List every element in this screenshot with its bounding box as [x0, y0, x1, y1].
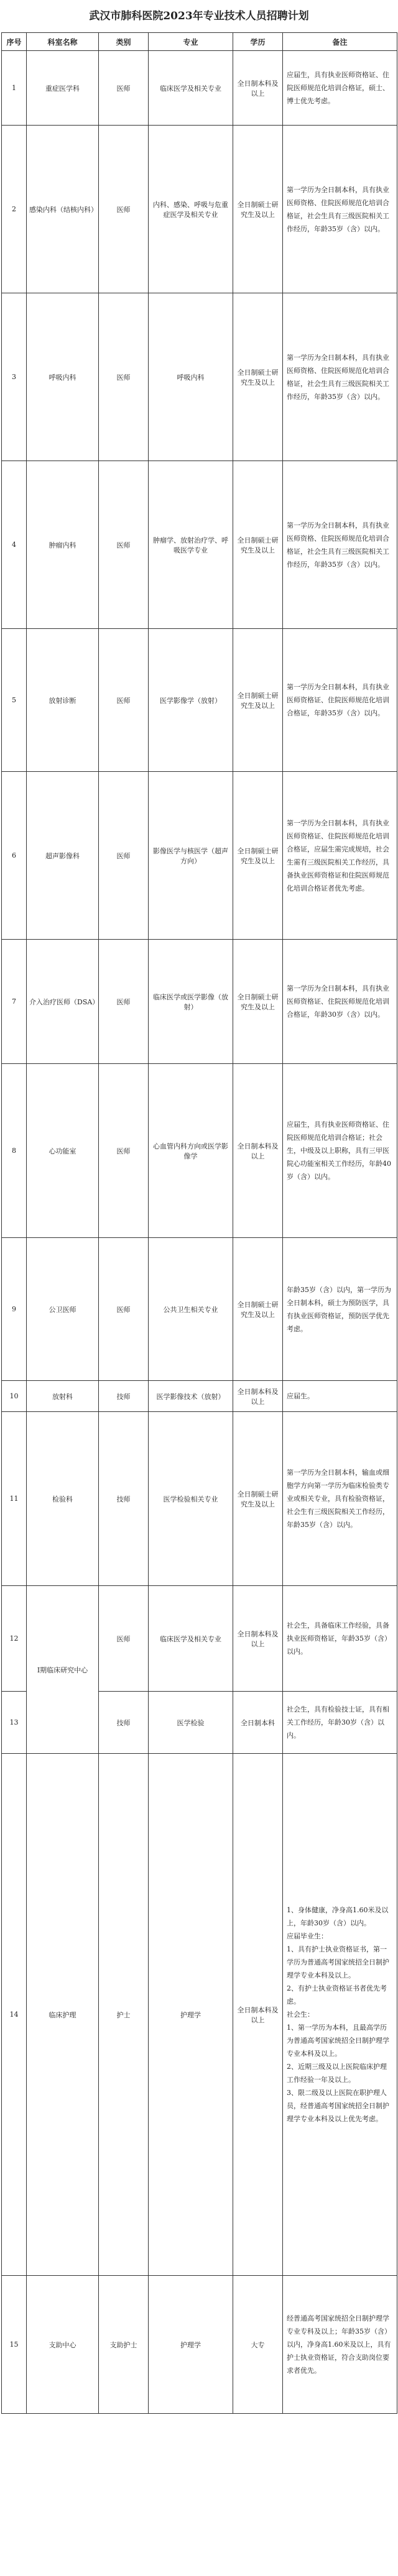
- cell-no: 10: [2, 1381, 27, 1412]
- note-line: 应届生。: [287, 1392, 314, 1400]
- note-line: 第一学历为全日制本科，具有执业医师资格证、住院医师规范化培训合格证，应届生需完成规培，社会生需有三级医院相关工作经历，具备执业医师资格证和住院医师规范化培训合格证者优先考虑。: [287, 818, 389, 892]
- cell-note: [283, 1381, 397, 1412]
- table-row: [2, 51, 397, 126]
- cell-major: 影像医学与核医学（超声方向）: [149, 772, 233, 940]
- cell-no: 2: [2, 126, 27, 293]
- cell-dept: 肿瘤内科: [27, 461, 99, 629]
- table-row: [2, 126, 397, 293]
- header-dept: 科室名称: [27, 33, 99, 51]
- table-row: [2, 1381, 397, 1412]
- header-education: 学历: [233, 33, 283, 51]
- cell-no: 5: [2, 629, 27, 772]
- cell-dept: 支助中心: [27, 2276, 99, 2414]
- cell-note: [283, 126, 397, 293]
- cell-no: 7: [2, 940, 27, 1064]
- cell-major: 内科、感染、呼吸与危重症医学及相关专业: [149, 126, 233, 293]
- cell-no: 4: [2, 461, 27, 629]
- cell-category: 医师: [99, 293, 149, 461]
- table-row: [2, 293, 397, 461]
- cell-education: 全日制本科及以上: [233, 51, 283, 126]
- table-row: [2, 629, 397, 772]
- cell-major: 医学检验相关专业: [149, 1412, 233, 1586]
- cell-major: 医学影像学（放射）: [149, 629, 233, 772]
- cell-category: 医师: [99, 1586, 149, 1692]
- cell-category: 医师: [99, 461, 149, 629]
- cell-category: 技师: [99, 1381, 149, 1412]
- cell-education: 大专: [233, 2276, 283, 2414]
- cell-no: 8: [2, 1064, 27, 1238]
- note-line: 应届生，具有执业医师资格证、住院医师规范化培训合格证；社会生，中级及以上职称，具有三甲医院心功能室相关工作经历，年龄40岁（含）以内。: [287, 1121, 391, 1181]
- note-line: 2、有护士执业资格证书者优先考虑。: [287, 1984, 387, 2005]
- cell-education: 全日制硕士研究生及以上: [233, 629, 283, 772]
- note-line: 1、具有护士执业资格证书，第一学历为普通高考国家统招全日制护理学专业本科及以上。: [287, 1945, 389, 1979]
- cell-no: 14: [2, 1754, 27, 2276]
- note-line: 第一学历为全日制本科，具有执业医师资格证、住院医师规范化培训合格证，年龄35岁（含）以内。: [287, 683, 389, 717]
- cell-category: 护士: [99, 1754, 149, 2276]
- cell-dept: 放射科: [27, 1381, 99, 1412]
- note-line: 1、第一学历为本科，且最高学历为普通高考国家统招全日制护理学专业本科及以上。: [287, 2024, 389, 2058]
- cell-education: 全日制本科及以上: [233, 1381, 283, 1412]
- cell-education: 全日制本科及以上: [233, 1754, 283, 2276]
- cell-no: 1: [2, 51, 27, 126]
- cell-education: 全日制硕士研究生及以上: [233, 126, 283, 293]
- cell-education: 全日制硕士研究生及以上: [233, 1238, 283, 1381]
- note-line: 经普通高考国家统招全日制护理学专业专科及以上；年龄35岁（含）以内，净身高1.60米及以上，具有护士执业资格证，符合支助岗位要求者优先。: [287, 2314, 391, 2375]
- cell-note: [283, 2276, 397, 2414]
- cell-education: 全日制本科及以上: [233, 1064, 283, 1238]
- cell-no: 11: [2, 1412, 27, 1586]
- note-line: 1、身体健康，净身高1.60米及以上，年龄30岁（含）以内。: [287, 1906, 389, 1927]
- cell-major: 医学检验: [149, 1692, 233, 1754]
- note-line: 应届生，具有执业医师资格证、住院医师规范化培训合格证，硕士、博士优先考虑。: [287, 71, 389, 105]
- table-row: [2, 461, 397, 629]
- table-row: [2, 1754, 397, 2276]
- table-row: [2, 1412, 397, 1586]
- cell-education: 全日制硕士研究生及以上: [233, 1412, 283, 1586]
- note-line: 第一学历为全日制本科，具有执业医师资格、住院医师规范化培训合格证，社会生具有三级医院相关工作经历，年龄35岁（含）以内。: [287, 185, 389, 233]
- cell-note: [283, 1586, 397, 1692]
- table-row: [2, 1238, 397, 1381]
- cell-major: 临床医学或医学影像（放射）: [149, 940, 233, 1064]
- table-row: [2, 940, 397, 1064]
- cell-no: 15: [2, 2276, 27, 2414]
- cell-note: [283, 461, 397, 629]
- cell-category: 医师: [99, 1064, 149, 1238]
- table-row: [2, 2276, 397, 2414]
- cell-education: 全日制硕士研究生及以上: [233, 293, 283, 461]
- cell-education: 全日制硕士研究生及以上: [233, 772, 283, 940]
- cell-major: 护理学: [149, 1754, 233, 2276]
- note-line: 3、限二级及以上医院在职护理人员，经普通高考国家统招全日制护理学专业本科及以上优先考虑。: [287, 2089, 389, 2123]
- cell-note: [283, 772, 397, 940]
- cell-major: 医学影像技术（放射）: [149, 1381, 233, 1412]
- cell-no: 12: [2, 1586, 27, 1692]
- cell-category: 技师: [99, 1692, 149, 1754]
- cell-dept: 感染内科（结核内科）: [27, 126, 99, 293]
- cell-dept: 重症医学科: [27, 51, 99, 126]
- cell-major: 呼吸内科: [149, 293, 233, 461]
- cell-dept: 临床护理: [27, 1754, 99, 2276]
- cell-no: 9: [2, 1238, 27, 1381]
- note-line: 第一学历为全日制本科，具有执业医师资格、住院医师规范化培训合格证，社会生具有三级医院相关工作经历，年龄35岁（含）以内。: [287, 353, 389, 401]
- note-line: 应届毕业生：: [287, 1932, 328, 1940]
- cell-category: 医师: [99, 940, 149, 1064]
- cell-note: [283, 293, 397, 461]
- cell-major: 护理学: [149, 2276, 233, 2414]
- cell-note: [283, 940, 397, 1064]
- note-line: 社会生，具有检验技士证，具有相关工作经历，年龄30岁（含）以内。: [287, 1705, 389, 1739]
- note-line: 社会生：: [287, 2010, 314, 2019]
- table-row: [2, 1064, 397, 1238]
- note-line: 年龄35岁（含）以内，第一学历为全日制本科，硕士为预防医学，具有执业医师资格证，预防医学优先考虑。: [287, 1285, 391, 1333]
- cell-category: 医师: [99, 126, 149, 293]
- cell-major: 临床医学及相关专业: [149, 1586, 233, 1692]
- cell-education: 全日制硕士研究生及以上: [233, 461, 283, 629]
- cell-dept: I期临床研究中心: [27, 1586, 99, 1754]
- cell-note: [283, 1754, 397, 2276]
- header-no: 序号: [2, 33, 27, 51]
- cell-major: 公共卫生相关专业: [149, 1238, 233, 1381]
- cell-category: 医师: [99, 1238, 149, 1381]
- cell-category: 医师: [99, 772, 149, 940]
- header-major: 专业: [149, 33, 233, 51]
- cell-dept: 放射诊断: [27, 629, 99, 772]
- cell-note: [283, 629, 397, 772]
- cell-dept: 心功能室: [27, 1064, 99, 1238]
- cell-note: [283, 1238, 397, 1381]
- cell-major: 临床医学及相关专业: [149, 51, 233, 126]
- table-row: [2, 772, 397, 940]
- cell-category: 技师: [99, 1412, 149, 1586]
- table-header-row: [2, 33, 397, 51]
- cell-category: 医师: [99, 629, 149, 772]
- cell-note: [283, 1412, 397, 1586]
- cell-dept: 呼吸内科: [27, 293, 99, 461]
- note-line: 第一学历为全日制本科，具有执业医师资格、住院医师规范化培训合格证，社会生具有三级医院相关工作经历，年龄35岁（含）以内。: [287, 521, 389, 569]
- recruitment-table: [1, 32, 397, 2414]
- cell-category: 支助护士: [99, 2276, 149, 2414]
- cell-major: 肿瘤学、放射治疗学、呼吸医学专业: [149, 461, 233, 629]
- cell-note: [283, 1064, 397, 1238]
- header-note: 备注: [283, 33, 397, 51]
- note-line: 第一学历为全日制本科，具有执业医师资格证、住院医师规范化培训合格证，年龄30岁（含）以内。: [287, 984, 389, 1019]
- cell-education: 全日制本科及以上: [233, 1586, 283, 1692]
- cell-education: 全日制硕士研究生及以上: [233, 940, 283, 1064]
- cell-no: 3: [2, 293, 27, 461]
- header-category: 类别: [99, 33, 149, 51]
- cell-dept: 检验科: [27, 1412, 99, 1586]
- note-line: 2、近期三级及以上医院临床护理工作经验一年及以上。: [287, 2063, 387, 2084]
- cell-note: [283, 51, 397, 126]
- cell-no: 6: [2, 772, 27, 940]
- table-row: [2, 1586, 397, 1692]
- note-line: 第一学历为全日制本科，输血或细胞学方向第一学历为临床检验类专业或相关专业，具有检验资格证，社会生有三级医院相关工作经历，年龄35岁（含）以内。: [287, 1469, 389, 1529]
- cell-note: [283, 1692, 397, 1754]
- cell-dept: 公卫医师: [27, 1238, 99, 1381]
- cell-no: 13: [2, 1692, 27, 1754]
- document-title: 武汉市肺科医院2023年专业技术人员招聘计划: [89, 10, 309, 22]
- cell-major: 心血管内科方向或医学影像学: [149, 1064, 233, 1238]
- cell-dept: 介入治疗医师（DSA）: [27, 940, 99, 1064]
- cell-dept: 超声影像科: [27, 772, 99, 940]
- cell-category: 医师: [99, 51, 149, 126]
- cell-education: 全日制本科: [233, 1692, 283, 1754]
- note-line: 社会生，具备临床工作经验，具备执业医师资格证，年龄35岁（含）以内。: [287, 1621, 391, 1656]
